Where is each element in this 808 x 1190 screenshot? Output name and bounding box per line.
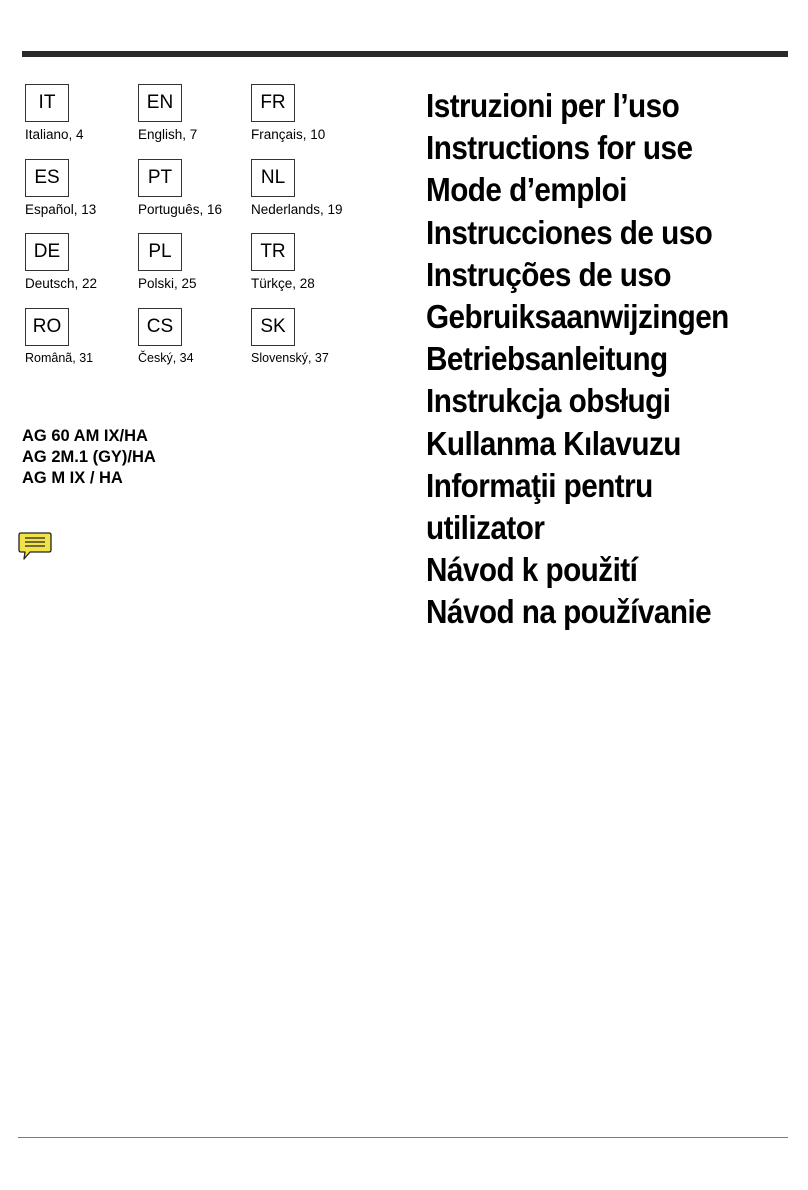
title-it: Istruzioni per l’uso <box>426 87 680 124</box>
language-nl[interactable] <box>251 159 364 234</box>
language-cs[interactable] <box>138 308 251 383</box>
language-code-box: EN <box>138 84 182 122</box>
language-code-box: DE <box>25 233 69 271</box>
language-index <box>25 84 365 382</box>
language-page-label: Português, 16 <box>138 201 223 217</box>
language-code-box: CS <box>138 308 182 346</box>
title-cs: Návod k použití <box>426 551 638 589</box>
language-code-box: IT <box>25 84 69 122</box>
model-list <box>22 426 156 489</box>
language-pt[interactable] <box>138 159 251 234</box>
language-page-label: Français, 10 <box>251 127 326 142</box>
model-name: AG M IX / HA <box>22 469 123 487</box>
language-code-box: TR <box>251 233 295 271</box>
model-name: AG 60 AM IX/HA <box>22 427 148 445</box>
language-code-box: RO <box>25 308 69 346</box>
title-ro-line2: utilizator <box>426 508 545 546</box>
bottom-rule <box>18 1137 788 1138</box>
language-page-label: Deutsch, 22 <box>25 276 98 291</box>
language-en[interactable] <box>138 84 251 159</box>
instruction-titles <box>426 85 766 633</box>
language-page-label: English, 7 <box>138 127 198 142</box>
language-sk[interactable] <box>251 308 364 383</box>
language-code-box: ES <box>25 159 69 197</box>
title-sk: Návod na používanie <box>426 593 712 631</box>
title-tr: Kullanma Kılavuzu <box>426 424 681 462</box>
title-ro-line1: Informaţii pentru <box>426 466 653 504</box>
language-page-label: Český, 34 <box>138 350 194 365</box>
title-en: Instructions for use <box>426 129 693 167</box>
top-rule <box>22 51 788 57</box>
language-code-box: FR <box>251 84 295 122</box>
language-page-label: Italiano, 4 <box>25 127 84 142</box>
language-ro[interactable] <box>25 308 138 383</box>
language-it[interactable] <box>25 84 138 159</box>
language-page-label: Polski, 25 <box>138 276 197 291</box>
language-tr[interactable] <box>251 233 364 308</box>
model-name: AG 2M.1 (GY)/HA <box>22 448 156 466</box>
title-nl: Gebruiksaanwijzingen <box>426 297 729 335</box>
title-es: Instrucciones de uso <box>426 213 713 251</box>
language-page-label: Nederlands, 19 <box>251 201 343 217</box>
title-fr: Mode d’emploi <box>426 171 627 209</box>
language-page-label: Slovenský, 37 <box>251 350 329 365</box>
language-code-box: SK <box>251 308 295 346</box>
language-code-box: NL <box>251 159 295 197</box>
language-page-label: Español, 13 <box>25 201 97 217</box>
title-pl: Instrukcja obsługi <box>426 382 671 420</box>
language-fr[interactable] <box>251 84 364 159</box>
language-de[interactable] <box>25 233 138 308</box>
title-de: Betriebsanleitung <box>426 340 668 378</box>
language-page-label: Türkçe, 28 <box>251 276 315 291</box>
language-pl[interactable] <box>138 233 251 308</box>
note-comment-icon-graphic <box>18 531 52 561</box>
language-es[interactable] <box>25 159 138 234</box>
language-code-box: PT <box>138 159 182 197</box>
language-code-box: PL <box>138 233 182 271</box>
title-pt: Instruções de uso <box>426 255 671 293</box>
language-page-label: Românã, 31 <box>25 350 94 365</box>
note-comment-icon[interactable] <box>18 531 52 561</box>
